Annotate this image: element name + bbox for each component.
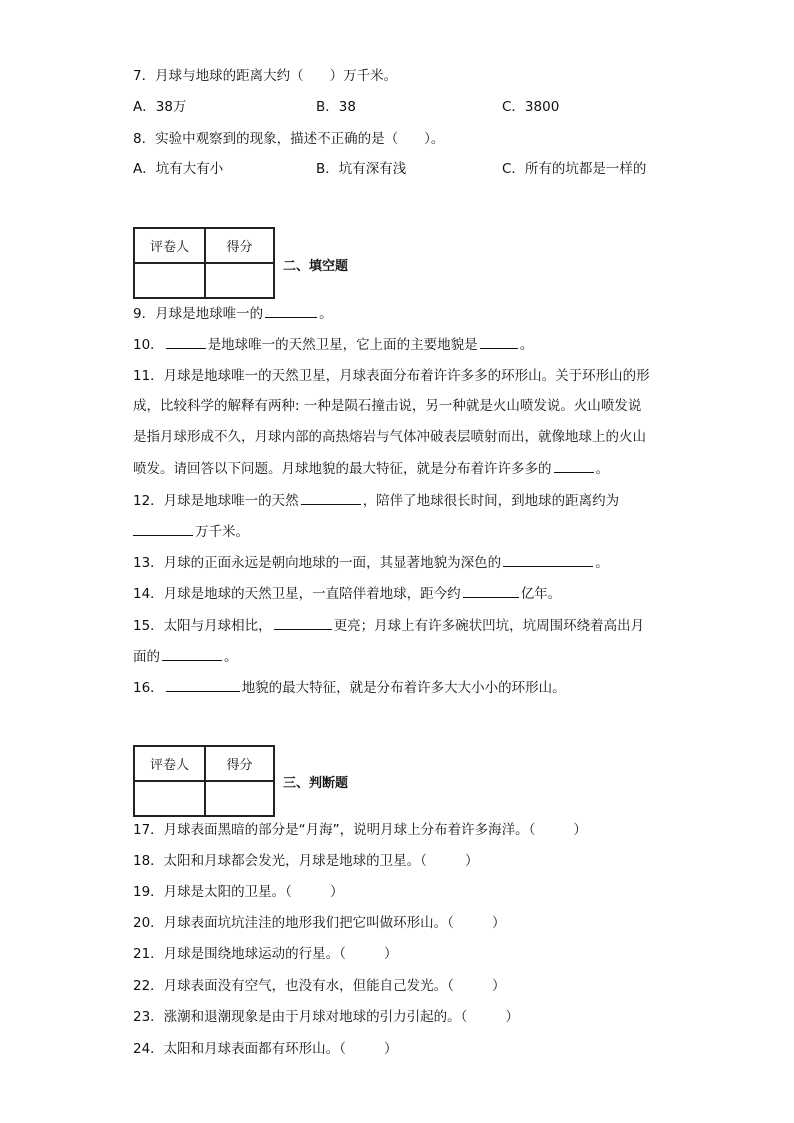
- question-13: [133, 552, 609, 573]
- question-19-stem: 19．月球是太阳的卫星。（: [133, 884, 292, 900]
- question-15-stem-cont: 面的: [133, 649, 160, 665]
- question-18-stem: 18．太阳和月球都会发光，月球是地球的卫星。（: [133, 853, 427, 869]
- question-8-option-c[interactable]: C．所有的坑都是一样的: [502, 161, 647, 177]
- grader-cell[interactable]: [134, 263, 205, 298]
- question-16-stem: 地貌的最大特征，就是分布着许多大大小小的环形山。: [241, 680, 566, 696]
- question-9-stem-end: 。: [319, 306, 333, 322]
- question-15-stem-end: 。: [224, 649, 238, 665]
- answer-blank[interactable]: [463, 583, 519, 598]
- question-12: [133, 490, 619, 511]
- question-17: [133, 820, 587, 840]
- answer-blank[interactable]: [301, 490, 361, 505]
- grader-cell[interactable]: [134, 781, 205, 816]
- paren-close: ）: [573, 822, 587, 838]
- question-15: [133, 615, 644, 636]
- question-15-stem-mid: 更亮；月球上有许多碗状凹坑，坑周围环绕着高出月: [333, 618, 645, 634]
- question-15-stem: 15．太阳与月球相比，: [133, 618, 272, 634]
- question-9: [133, 303, 333, 324]
- score-box-section-3: [133, 745, 275, 817]
- score-box-section-2: [133, 227, 275, 299]
- answer-blank[interactable]: [503, 552, 593, 567]
- question-12-line-2: [133, 521, 249, 542]
- question-9-stem: 9．月球是地球唯一的: [133, 306, 264, 322]
- paren-close: ）: [505, 1009, 519, 1025]
- answer-blank[interactable]: [480, 334, 518, 349]
- answer-blank[interactable]: [166, 677, 240, 692]
- question-13-stem-end: 。: [595, 555, 609, 571]
- question-7-option-a[interactable]: A．38万: [133, 99, 187, 115]
- question-8: [133, 129, 444, 149]
- question-24-stem: 24．太阳和月球表面都有环形山。（: [133, 1041, 346, 1057]
- answer-blank[interactable]: [133, 521, 193, 536]
- question-16: [133, 677, 566, 698]
- answer-blank[interactable]: [554, 458, 594, 473]
- answer-blank[interactable]: [265, 303, 317, 318]
- question-23-stem: 23．涨潮和退潮现象是由于月球对地球的引力引起的。（: [133, 1009, 468, 1025]
- section-2-title: 二、填空题: [283, 259, 349, 274]
- paren-close: ）: [491, 978, 506, 994]
- question-21-stem: 21．月球是围绕地球运动的行星。（: [133, 946, 346, 962]
- question-21: [133, 944, 397, 964]
- question-7: [133, 66, 397, 86]
- question-7-stem-end: ）万千米。: [329, 68, 398, 84]
- paren-close: ）: [491, 915, 506, 931]
- section-3-title: 三、判断题: [283, 776, 349, 791]
- question-11-line-2: 成，比较科学的解释有两种: 一种是陨石撞击说，另一种就是火山喷发说。火山喷发说: [133, 398, 642, 414]
- question-7-option-c[interactable]: C．3800: [502, 99, 560, 115]
- question-11-line-4: [133, 458, 609, 479]
- question-22-stem: 22．月球表面没有空气，也没有水，但能自己发光。（: [133, 978, 454, 994]
- question-10-number: 10．: [133, 337, 164, 353]
- question-10-stem-end: 。: [519, 337, 534, 353]
- question-14: [133, 583, 561, 604]
- question-24: [133, 1039, 397, 1059]
- score-label: 得分: [205, 228, 274, 263]
- question-14-stem: 14．月球是地球的天然卫星，一直陪伴着地球，距今约: [133, 586, 461, 602]
- question-12-stem-end: 万千米。: [195, 524, 249, 540]
- question-11-line-1: 11．月球是地球唯一的天然卫星，月球表面分布着许许多多的环形山。关于环形山的形: [133, 368, 650, 384]
- grader-label: 评卷人: [134, 746, 205, 781]
- question-7-option-b[interactable]: B．38: [316, 99, 356, 115]
- question-13-stem: 13．月球的正面永远是朝向地球的一面，其显著地貌为深色的: [133, 555, 502, 571]
- paren-close: ）: [383, 946, 398, 962]
- answer-blank[interactable]: [162, 646, 222, 661]
- question-19: [133, 882, 343, 902]
- score-label: 得分: [205, 746, 274, 781]
- question-18: [133, 851, 478, 871]
- question-22: [133, 976, 505, 996]
- question-12-stem-mid: ，陪伴了地球很长时间，到地球的距离约为: [362, 493, 620, 509]
- question-8-stem: 8．实验中观察到的现象，描述不正确的是（: [133, 131, 399, 147]
- question-10-stem: 是地球唯一的天然卫星，它上面的主要地貌是: [207, 337, 478, 353]
- question-20: [133, 913, 505, 933]
- answer-blank[interactable]: [166, 334, 206, 349]
- question-11-line-3: 是指月球形成不久，月球内部的高热熔岩与气体冲破表层喷射而出，就像地球上的火山: [133, 429, 646, 445]
- grader-label: 评卷人: [134, 228, 205, 263]
- question-14-stem-end: 亿年。: [520, 586, 562, 602]
- answer-blank[interactable]: [274, 615, 332, 630]
- question-11-stem: 喷发。请回答以下问题。月球地貌的最大特征，就是分布着许许多多的: [133, 461, 552, 477]
- question-8-option-a[interactable]: A．坑有大有小: [133, 161, 224, 177]
- question-11-stem-end: 。: [595, 461, 609, 477]
- question-12-stem: 12．月球是地球唯一的天然: [133, 493, 299, 509]
- question-10: [133, 334, 533, 355]
- question-16-number: 16．: [133, 680, 164, 696]
- question-8-option-b[interactable]: B．坑有深有浅: [316, 161, 407, 177]
- question-23: [133, 1007, 519, 1027]
- question-15-line-2: [133, 646, 238, 667]
- question-7-stem: 7．月球与地球的距离大约（: [133, 68, 304, 84]
- paren-close: ）: [464, 853, 479, 869]
- score-cell[interactable]: [205, 781, 274, 816]
- paren-close: ）: [329, 884, 344, 900]
- question-17-stem: 17．月球表面黑暗的部分是“月海”，说明月球上分布着许多海洋。（: [133, 822, 536, 838]
- score-cell[interactable]: [205, 263, 274, 298]
- question-20-stem: 20．月球表面坑坑洼洼的地形我们把它叫做环形山。（: [133, 915, 454, 931]
- paren-close: ）: [383, 1041, 398, 1057]
- question-8-stem-end: ）。: [424, 131, 445, 147]
